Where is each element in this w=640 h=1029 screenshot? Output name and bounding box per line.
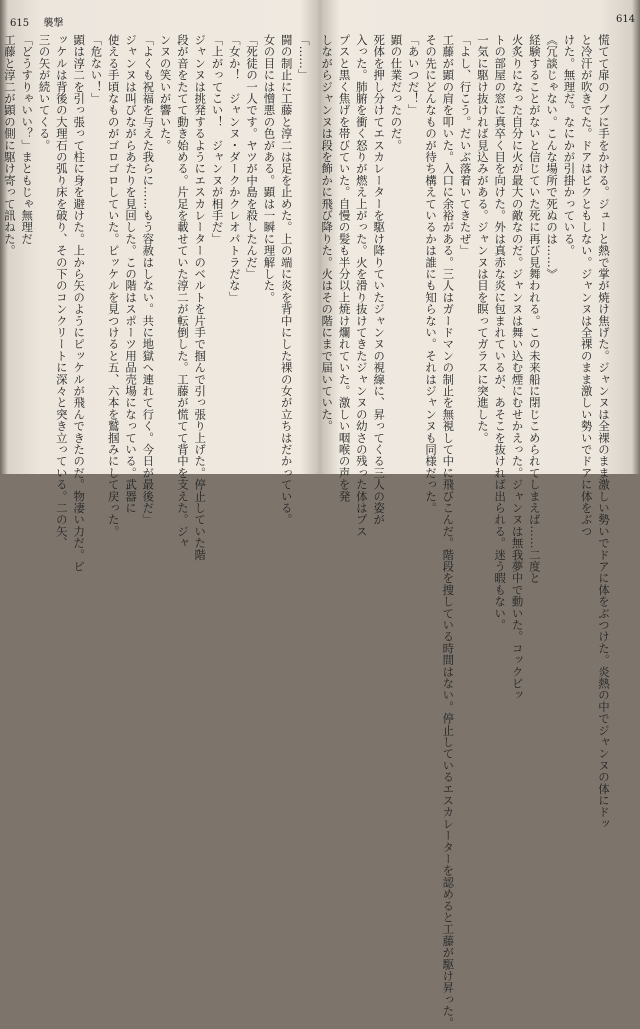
- left-page-number: 615: [10, 18, 30, 29]
- text-column: 「死徒の一人です。ヤツが中島を殺したんだ」: [245, 34, 260, 280]
- right-page: [320, 0, 640, 1029]
- text-column: 段が音をたてて動き始める。片足を載せていた淳二が転倒した。工藤が慌てて背中を支えた。ジャ: [175, 34, 190, 549]
- text-column: 「よし、行こう。だいぶ落着いてきたぜ」: [458, 34, 473, 257]
- text-column: 入った。肺腑を衝く怒りが燃え上がった。火を滑り抜けてきたジャンヌの幼さの残った体はプス: [354, 34, 369, 538]
- running-title: 襲撃: [43, 18, 64, 29]
- text-column: 「どうすりゃいい？」まともじゃ無理だ: [20, 34, 35, 245]
- text-column: 使える手頃なものがゴロゴロしていた。ピッケルを見つけると五、六本を鷲掴みにして戻った。: [106, 34, 121, 538]
- text-column: 「危ない！」: [89, 34, 104, 105]
- text-column: 「上がってこい！ ジャンヌが相手だ」: [210, 34, 225, 245]
- text-column: その先にどんなものが待ち構えているかは誰にも知らない。それはジャンヌも同様だった。: [424, 34, 439, 514]
- text-column: 《冗談じゃない。こんな場所で死ぬのは……》: [545, 34, 560, 280]
- right-page-number: 614: [616, 14, 636, 25]
- text-column: 顕の仕業だったのだ。: [389, 34, 404, 151]
- text-column: 火炙りになった自分に火が最大の敵なのだ。ジャンヌは舞い込む煙にむせかえった。ジャンヌは無我夢中で動いた。コックピッ: [510, 34, 525, 701]
- text-column: 闘の制止に工藤と淳二は足を止めた。上の端に炎を背中にした裸の女が立ちはだかっている。: [279, 34, 294, 526]
- text-column: トの部屋の窓に真卒く目を向けた。外は真赤な炎に包まれているが、あそこを抜ければ出られる。迷う暇もない。: [493, 34, 508, 631]
- text-column: 工藤が顕の肩を叩いた。入口に余裕がある。三人はガードマンの制止を無視して中に飛びこんだ。階段を捜している時間はない。停止しているエスカレーターを認めると工藤が駆け昇った。: [441, 34, 456, 1029]
- text-column: けた。無理だ。なにかが引掛かっている。: [562, 34, 577, 257]
- text-column: 「女か！ ジャンヌ・ダークかクレオパトラだな」: [227, 34, 242, 304]
- text-column: 「あいつだ！」: [406, 34, 421, 116]
- text-column: 三の矢が続いてくる。: [37, 34, 52, 151]
- text-column: 女の目には憎悪の色がある。顕は一瞬に理解した。: [262, 34, 277, 304]
- text-column: 顕は淳二を引っ張って柱に身を避けた。上から矢のようにピッケルが飛んできたのだ。物凄い力だ。ピ: [72, 34, 87, 573]
- text-column: 「よくも祝福を与えた我らに……もう容赦はしない。共に地獄へ連れて行く。今日が最後だ」: [141, 34, 156, 526]
- text-column: しながらジャンヌは段を飾かに飛び降りた。火はその階にまで届いていた。: [320, 34, 335, 432]
- text-column: 工藤と淳二が顕の側に駆け寄って訊ねた。: [2, 34, 17, 257]
- right-page-header: [616, 14, 635, 25]
- text-column: ッケルは背後の大理石の弧り床を破り、その下のコンクリートに深々と突き立っている。二の矢、: [54, 34, 69, 549]
- text-column: 死体を押し分けてエスカレーターを駆け降りていたジャンヌの視線に、昇ってくる三人の姿が: [372, 34, 387, 526]
- left-page-header: [10, 14, 63, 29]
- text-column: ジャンヌは挑発するようにエスカレーターのベルトを片手で掴んで引っ張り上げた。停止していた階: [193, 34, 208, 561]
- text-column: ンヌの笑いが響いた。: [158, 34, 173, 151]
- text-column: と冷汗が吹きでた。ドアはビクともしない。ジャンヌは全裸のまま激しい勢いでドアに体をぶつ: [579, 34, 594, 538]
- left-page-body: [2, 34, 312, 573]
- text-column: 慌てて扉のノブに手をかける。ジューと熱で掌が焼け焦げた。ジャンヌは全裸のまま激しい勢いでドアに体をぶつけた。炎熱の中でジャンヌの体にドッ: [597, 34, 611, 830]
- text-column: ジャンヌは叫びながらあたりを見回した。この階はスポーツ用品売場になっている。武器に: [124, 34, 139, 514]
- left-page: [0, 0, 320, 573]
- right-page-body: [320, 34, 612, 1029]
- text-column: 経験することがないと信じていた死に再び見舞われる。この未来船に閉じこめられてしまえば……二度と: [527, 34, 542, 584]
- text-column: 「……」: [297, 34, 311, 81]
- text-column: 一気に駆け抜ければ見込みがある。ジャンヌは目を瞑ってガラスに突進した。: [475, 34, 490, 444]
- text-column: プスと黒く焦げを帯びていた。自慢の髪も半分以上焼け爛れていた。激しい咽喉の声を発: [337, 34, 352, 502]
